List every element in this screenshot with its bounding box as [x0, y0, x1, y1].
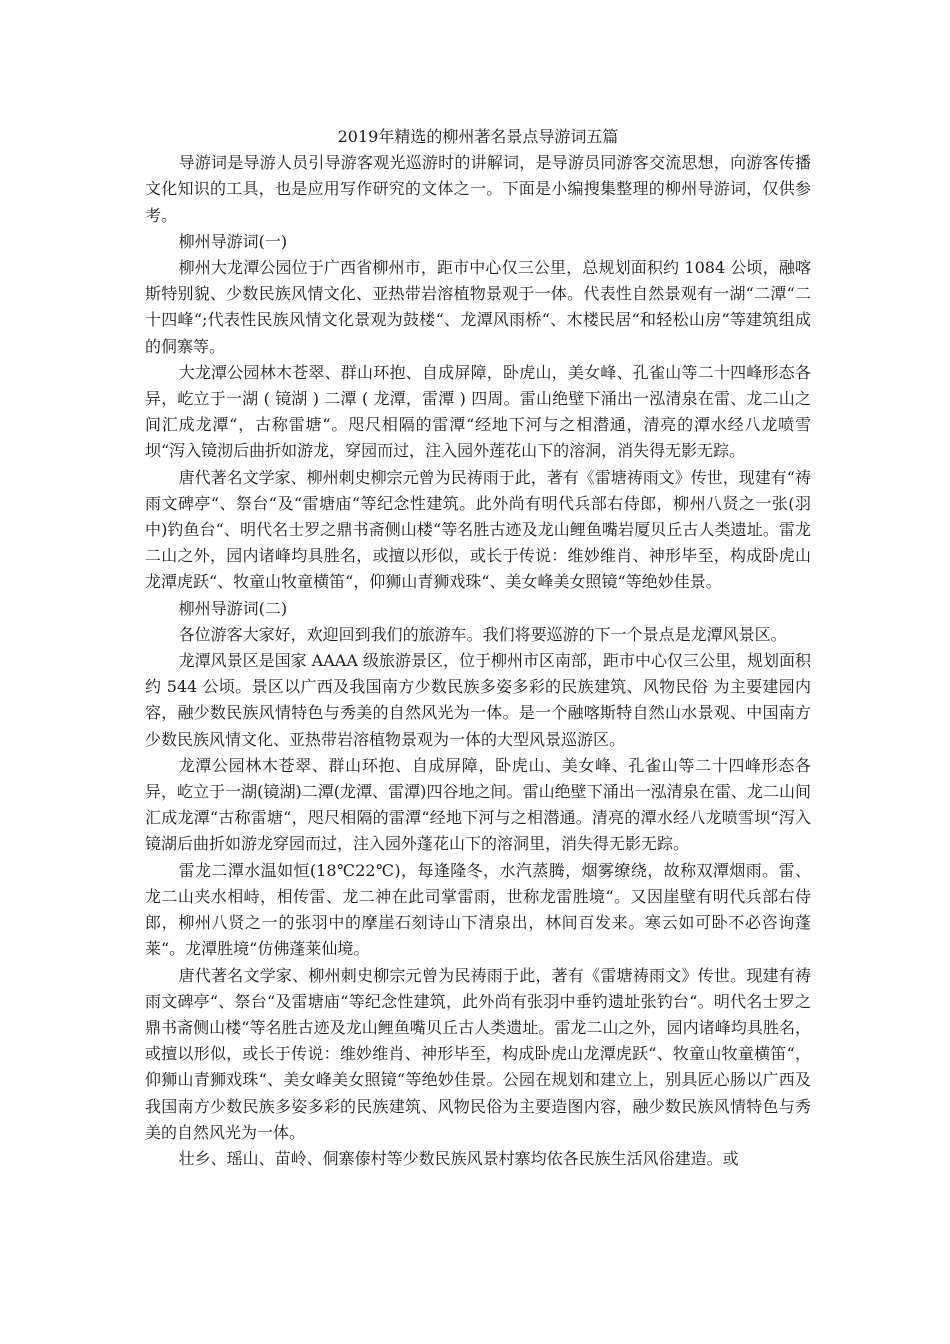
document-title: 2019年精选的柳州著名景点导游词五篇: [337, 127, 619, 146]
paragraph: 柳州大龙潭公园位于广西省柳州市，距市中心仅三公里，总规划面积约 1084 公顷，融喀斯特别貌、少数民族风情文化、亚热带岩溶植物景观于一体。代表性自然景观有一湖“二潭“二十四峰“;代表性民族风情文化景观为鼓楼“、龙潭风雨桥“、木楼民居“和轻松山房“等建筑组成的侗寨等。: [145, 258, 811, 356]
document-page: [145, 124, 811, 1172]
paragraph: 大龙潭公园林木苍翠、群山环抱、自成屏障，卧虎山，美女峰、孔雀山等二十四峰形态各异，屹立于一湖 ( 镜湖 ) 二潭 ( 龙潭，雷潭 ) 四周。雷山绝壁下涌出一泓清泉在雷、龙二山之间汇成龙潭“，古称雷塘“。咫尺相隔的雷潭“经地下河与之相潜通，清亮的潭水经八龙喷雪坝“泻入镜沏后曲折如游龙，穿园而过，注入园外莲花山下的溶洞，消失得无影无踪。: [145, 362, 811, 461]
paragraph: 龙潭公园林木苍翠、群山环抱、自成屏障，卧虎山、美女峰、孔雀山等二十四峰形态各异，屹立于一湖(镜湖)二潭(龙潭、雷潭)四谷地之间。雷山绝壁下涌出一泓清泉在雷、龙二山间汇成龙潭“古称雷塘“，咫尺相隔的雷潭“经地下河与之相潜通。清亮的潭水经八龙喷雪坝“泻入镜湖后曲折如游龙穿园而过，注入园外蓬花山下的溶洞里，消失得无影无踪。: [145, 755, 811, 854]
paragraph: 雷龙二潭水温如恒(18℃22℃)，每逢隆冬，水汽蒸腾，烟雾缭绕，故称双潭烟雨。雷、龙二山夹水相峙，相传雷、龙二神在此司掌雷雨，世称龙雷胜境“。又因崖壁有明代兵部右侍郎，柳州八贤之一的张羽中的摩崖石刻诗山下清泉出，林间百发来。寒云如可卧不必咨询蓬莱“。龙潭胜境“仿佛蓬莱仙境。: [145, 860, 811, 959]
section-heading-2: 柳州导游词(二): [178, 598, 288, 618]
paragraph: 龙潭风景区是国家 AAAA 级旅游景区，位于柳州市区南部，距市中心仅三公里，规划面积约 544 公顷。景区以广西及我国南方少数民族多姿多彩的民族建筑、风物民俗 为主要建园内容，融少数民族风情特色与秀美的自然风光为一体。是一个融喀斯特自然山水景观、中国南方少数民族风情文化、亚热带岩溶植物景观为一体的大型风景巡游区。: [145, 651, 811, 749]
section-heading-1: 柳州导游词(一): [178, 231, 288, 251]
paragraph: 壮乡、瑶山、苗岭、侗寨傣村等少数民族风景村寨均依各民族生活风俗建造。或: [178, 1148, 739, 1168]
paragraph: 各位游客大家好，欢迎回到我们的旅游车。我们将要巡游的下一个景点是龙潭风景区。: [178, 624, 787, 644]
paragraph-intro: 导游词是导游人员引导游客观光巡游时的讲解词，是导游员同游客交流思想，向游客传播文化知识的工具，也是应用写作研究的文体之一。下面是小编搜集整理的柳州导游词，仅供参考。: [145, 153, 811, 225]
paragraph: 唐代著名文学家、柳州刺史柳宗元曾为民祷雨于此，著有《雷塘祷雨文》传世，现建有“祷雨文碑亭“、祭台“及“雷塘庙“等纪念性建筑。此外尚有明代兵部右侍郎，柳州八贤之一张(羽中)钓鱼台“、明代名士罗之鼎书斋侧山楼“等名胜古迹及龙山鲤鱼嘴岩厦贝丘古人类遗址。雷龙二山之外，园内诸峰均具胜名，或擅以形似，或长于传说：维妙维肖、神形毕至，构成卧虎山龙潭虎跃“、牧童山牧童横笛“，仰狮山青狮戏珠“、美女峰美女照镜“等绝妙佳景。: [145, 467, 811, 592]
paragraph: 唐代著名文学家、柳州刺史柳宗元曾为民祷雨于此，著有《雷塘祷雨文》传世。现建有祷雨文碑亭“、祭台“及雷塘庙“等纪念性建筑，此外尚有张羽中垂钓遗址张钓台“。明代名士罗之鼎书斋侧山楼“等名胜古迹及龙山鲤鱼嘴贝丘古人类遗址。雷龙二山之外，园内诸峰均具胜名，或擅以形似，或长于传说：维妙维肖、神形毕至，构成卧虎山龙潭虎跃“、牧童山牧童横笛“，仰狮山青狮戏珠“、美女峰美女照镜“等绝妙佳景。公园在规划和建立上，别具匠心肠以广西及我国南方少数民族多姿多彩的民族建筑、风物民俗为主要造图内容，融少数民族风情特色与秀美的自然风光为一体。: [145, 965, 811, 1142]
